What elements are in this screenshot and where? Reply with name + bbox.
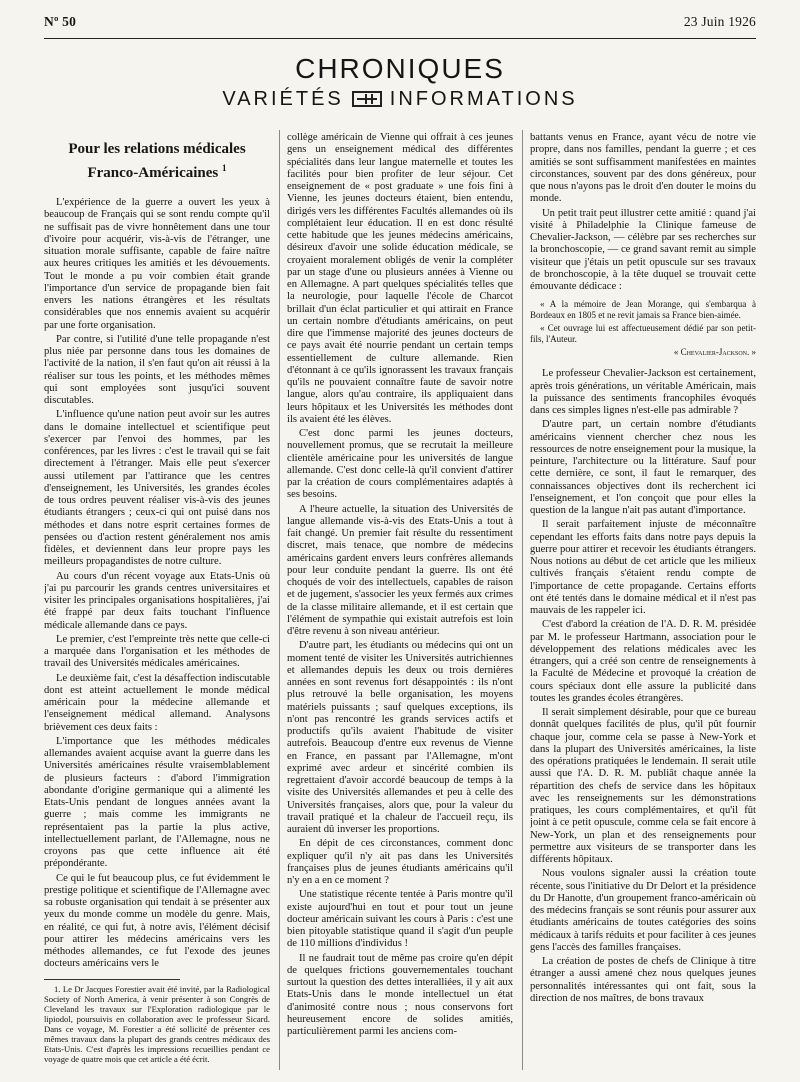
paragraph: C'est d'abord la création de l'A. D. R. M. présidée par M. le professeur Hartmann, association pour le développement des relations médicales avec les étrangers, qui a créé son centre de renseignements à la Faculté de Médecine et provoqué la création de cours spéciaux dont elle assure la publicité dans toutes les grandes écoles étrangères.: [530, 619, 756, 704]
paragraph: Il serait simplement désirable, pour que ce bureau donnât quelques facilités de plus, qu'il pût fournir chaque jour, comme cela se passe à New-York et dans la plupart des Universités américaines, la liste des opérations pratiquées le lendemain. Il serait utile aussi que l'A. D. R. M. publiât chaque année la répartition des chefs de service dans les hôpitaux avec les renseignements sur les démonstrations pratiques, les cours complémentaires, et qu'il fût joint à ce petit opuscule, comme cela se fait encore à New-York, un plan et des renseignements pour permettre aux visiteurs de se transporter dans les différents hôpitaux.: [530, 707, 756, 865]
article-title-line1: Pour les relations médicales: [68, 141, 246, 157]
dedication-quote: [530, 299, 756, 358]
header-rule: [44, 38, 756, 39]
paragraph: collège américain de Vienne qui offrait à ces jeunes gens un enseignement médical des différentes spécialités dans leur langue maternelle et toutes les facilités pour bien profiter de leur séjour. Cet enseignement de « post graduate » une fois fini à Vienne, les jeunes docteurs étaient, bien entendu, dirigés vers les différentes Facultés allemandes où ils complétaient leur éducation. Il en est donc résulté cette habitude que les jeunes médecins américains, désireux d'avoir une solide éducation médicale, se croyaient moralement obligés de venir la compléter par un stage d'une ou plusieurs années à Vienne ou en Allemagne. A part quelques spécialités telles que la neurologie, pour laquelle l'école de Charcot brillait d'un éclat particulier et qui attirait en France un certain nombre d'étudiants américains, on peut dire que l'immense majorité des jeunes docteurs de ce pays avait été nourrie pendant un certain temps essentiellement de culture allemande. Rien d'étonnant à ce qu'ils ignorassent les travaux français qu'ils ne pouvaient connaître faute de savoir notre langue, alors qu'au contraire, ils appliquaient dans leurs hôpitaux et les Universités les méthodes dont ils avaient été les élèves.: [287, 132, 513, 425]
column-1: [44, 130, 270, 1070]
paragraph: Le premier, c'est l'empreinte très nette que celle-ci a marquée dans l'organisation et les méthodes de travail des Universités médicales américaines.: [44, 633, 270, 670]
paragraph: L'importance que les méthodes médicales allemandes avaient acquise avant la guerre dans les Universités américaines résulte vraisemblablement de plusieurs facteurs : d'abord l'immigration abondante d'origine germanique qui a alimenté les Etats-Unis pendant de longues années avant la guerre ; mais comme les immigrants ne représentaient pas la partie la plus active, intellectuellement parlant, de l'Allemagne, nous ne croyons pas que cette influence ait été prépondérante.: [44, 735, 270, 870]
paragraph: Il ne faudrait tout de même pas croire qu'en dépit de quelques frictions gouvernementales touchant surtout la question des dettes interalliées, il y ait aux Etats-Unis dans le monde intellectuel un état d'animosité contre nous ; nous conservons fort heureusement encore de solides amitiés, particulièrement parmi les anciens com-: [287, 952, 513, 1037]
quote-signature: « Chevalier-Jackson. »: [673, 347, 756, 358]
issue-number: Nº 50: [44, 14, 77, 29]
column-1-body: [44, 197, 270, 971]
paragraph: Ce qui le fut beaucoup plus, ce fut évidemment le prestige politique et scientifique de l'Allemagne avec sa robuste organisation qui tendait à se présenter aux yeux du monde comme un modèle du genre. Mais, en réalité, ce qui fut, à notre avis, l'élément décisif pour attirer les médecins américains vers les méthodes allemandes, ce fut l'exode des jeunes docteurs américains vers le: [44, 872, 270, 970]
paragraph: Un petit trait peut illustrer cette amitié : quand j'ai visité à Philadelphie la Clinique fameuse de Chevalier-Jackson, — célèbre par ses recherches sur la bronchoscopie, — ce grand savant remit au simple visiteur que j'étais un petit opuscule sur ses travaux de bronchoscopie, à la tête duquel se trouvait cette émouvante dédicace :: [530, 207, 756, 292]
paragraph: Il serait parfaitement injuste de méconnaître cependant les efforts faits dans notre pays depuis la guerre pour attirer et recevoir les étudiants étrangers. Nous notions au début de cet article que les milieux cultivés français s'étaient rendu compte de l'importance de cette propagande. Certains efforts ont été tentés dans le domaine médical et il n'est pas mauvais de les rappeler ici.: [530, 519, 756, 616]
column-3-body-top: [530, 132, 756, 293]
paragraph: En dépit de ces circonstances, comment donc expliquer qu'il n'y ait pas dans les Universités françaises plus de jeunes étudiants américains qu'il n'y en a en ce moment ?: [287, 838, 513, 886]
paragraph: C'est donc parmi les jeunes docteurs, nouvellement promus, que se recrutait la meilleure clientèle américaine pour les universités de langue allemande. C'est donc celle-là qu'il convient d'attirer par la création de cours complémentaires adaptés à ses besoins.: [287, 428, 513, 501]
article-title-line2: Franco-Américaines: [87, 165, 219, 181]
footnote-marker: 1: [222, 163, 227, 173]
column-2: [287, 132, 513, 1072]
masthead-left: VARIÉTÉS: [222, 88, 344, 110]
paragraph: Le deuxième fait, c'est la désaffection indiscutable dont est atteint actuellement le monde médical américain pour la médecine allemande et l'enseignement médical allemand. Analysons brièvement ces deux faits :: [44, 672, 270, 733]
masthead-subtitle: [44, 86, 756, 112]
footnote-rule: [44, 979, 180, 980]
paragraph: D'autre part, un certain nombre d'étudiants américains viennent chercher chez nous les ressources de notre enseignement pour la musique, la peinture, l'architecture ou la littérature. Sauf pour cette dernière, ce sont, il faut le remarquer, des connaissances objectives dont ils recherchent ici l'enseignement, et l'on conçoit que pour elles la question de la langue n'ait pas autant d'importance.: [530, 419, 756, 516]
quote-line-2: « Cet ouvrage lui est affectueusement dédié par son petit-fils, l'Auteur.: [530, 323, 756, 345]
article-title: [44, 140, 270, 183]
column-divider: [522, 130, 523, 1070]
paragraph: L'influence qu'une nation peut avoir sur les autres dans le domaine intellectuel et scientifique peut s'exercer par l'envoi des hommes, par les conférences, par les livres : c'est le travail qui se fait directement à l'étranger. Mais elle peut s'exercer aussi utilement par l'attirance que les centres d'enseignement, les Universités, les grandes écoles de tous ordres peuvent réaliser vis-à-vis des jeunes étudiants étrangers ; ceux-ci qui ont puisé dans nos méthodes et dans notre esprit certaines formes de pensées ou d'action restent généralement nos amis fidèles, et deviennent dans leur propre pays les meilleurs propagandistes de notre culture.: [44, 409, 270, 568]
paragraph: L'expérience de la guerre a ouvert les yeux à beaucoup de Français qui se sont rendu compte qu'il ne suffisait pas de vivre honnêtement dans une tour d'ivoire pour acquérir, vis-à-vis de l'étranger, une situation morale suffisante, capable de faire naître aux heures critiques les amitiés et les dévouements. Tout le monde a pu voir combien était grande l'importance d'un service de propagande bien fait envers les nations étrangères et les résultats considérables que nos ennemis avaient su acquérir par une forte organisation.: [44, 197, 270, 331]
paragraph: Une statistique récente tentée à Paris montre qu'il existe aujourd'hui en tout et pour tout un jeune docteur américain suivant les cours à Paris : c'est une bien pitoyable statistique quand il s'agit d'un peuple de 110 millions d'individus !: [287, 889, 513, 950]
column-3-body-bottom: [530, 368, 756, 1005]
article-columns: [44, 130, 756, 1070]
footnote: [44, 984, 270, 1065]
footnote-text: 1. Le Dr Jacques Forestier avait été invité, par la Radiological Society of North America, à venir présenter à son Congrès de Cleveland les travaux sur l'Exploration radiologique par le lipiodol, poursuivis en collaboration avec le professeur Sicard. Dans ce voyage, M. Forestier a été sollicité de présenter ces mêmes travaux dans la plupart des grands centres médicaux des Etats-Unis. C'est d'après les impressions recueillies pendant ce voyage de quatre mois que cet article a été écrit.: [44, 983, 270, 1065]
masthead-title: CHRONIQUES: [295, 53, 505, 84]
quote-line-1: « A la mémoire de Jean Morange, qui s'embarqua à Bordeaux en 1805 et ne revit jamais sa France bien-aimée.: [530, 299, 756, 321]
page-header: [44, 14, 756, 34]
emblem-icon: [352, 91, 382, 107]
paragraph: battants venus en France, ayant vécu de notre vie propre, dans nos familles, pendant la guerre ; et ces amitiés se sont suffisamment manifestées en maintes circonstances, souvent par des dons généreux, pour que nous n'ayons pas le droit d'en douter le moins du monde.: [530, 132, 756, 205]
paragraph: D'autre part, les étudiants ou médecins qui ont un moment tenté de visiter les Universités autrichiennes et allemandes depuis les deux ou trois dernières années en sont revenus fort désappointés : ils n'ont plus retrouvé la belle organisation, les moyens matériels puissants ; sauf quelques exceptions, ils n'ont pas rencontré les grands services actifs et productifs qu'ils avaient l'habitude de visiter autrefois. Beaucoup d'entre eux revenus de Vienne en France, en passant par l'Allemagne, m'ont exprimé avec ardeur et sincérité combien ils regrettaient d'avoir accordé beaucoup de temps à la visite des Universités allemandes et peu à celle des Universités françaises, alors que, pour la valeur du travail pratiqué et la chaleur de l'accueil reçu, ils auraient dû inverser les proportions.: [287, 640, 513, 835]
paragraph: La création de postes de chefs de Clinique à titre étranger a aussi amené chez nous quelques jeunes personnalités intéressantes qui ont fait, sous la direction de nos maîtres, de bons travaux: [530, 956, 756, 1004]
paragraph: Au cours d'un récent voyage aux Etats-Unis où j'ai pu parcourir les grands centres universitaires et visiter les principales organisations hospitalières, j'ai été frappé par deux faits touchant l'influence médicale allemande dans ce pays.: [44, 570, 270, 631]
column-divider: [279, 130, 280, 1070]
column-2-body: [287, 132, 513, 1038]
masthead: [44, 54, 756, 112]
paragraph: Nous voulons signaler aussi la création toute récente, sous l'initiative du Dr Delort et la présidence du Dr Hanotte, d'un groupement franco-américain où des médecins français se sont réunis pour assurer aux étudiants américains de toutes catégories des soins médicaux à tarifs réduits et pour faciliter à ces jeunes gens l'accès des familles françaises.: [530, 868, 756, 953]
column-3: [530, 132, 756, 1072]
masthead-right: INFORMATIONS: [389, 88, 578, 110]
issue-date: 23 Juin 1926: [683, 14, 756, 29]
paragraph: Par contre, si l'utilité d'une telle propagande n'est plus niée par personne dans tous les domaines de l'activité de la nation, il s'en faut qu'on ait réussi à la réaliser sur tous les points, et les méthodes mêmes qui sont employées sont jusqu'ici souvent discutables.: [44, 333, 270, 406]
paragraph: A l'heure actuelle, la situation des Universités de langue allemande vis-à-vis des Etats-Unis a tout à fait changé. Un premier fait résulte du ressentiment discret, mais tenace, que nombre de médecins américains gardent envers leurs confrères allemands pour leur conduite pendant la guerre. Ils ont été choqués de voir des intellectuels, capables de raison et de jugement, s'associer les yeux fermés aux crimes de la classe militaire allemande, et il est certain que l'élément de sympathie qui existait autrefois est loin d'être revenu à son niveau antérieur.: [287, 503, 513, 637]
paragraph: Le professeur Chevalier-Jackson est certainement, après trois générations, un véritable Américain, mais la puissance des sentiments francophiles évoqués dans ces simples lignes n'est-elle pas admirable ?: [530, 368, 756, 416]
